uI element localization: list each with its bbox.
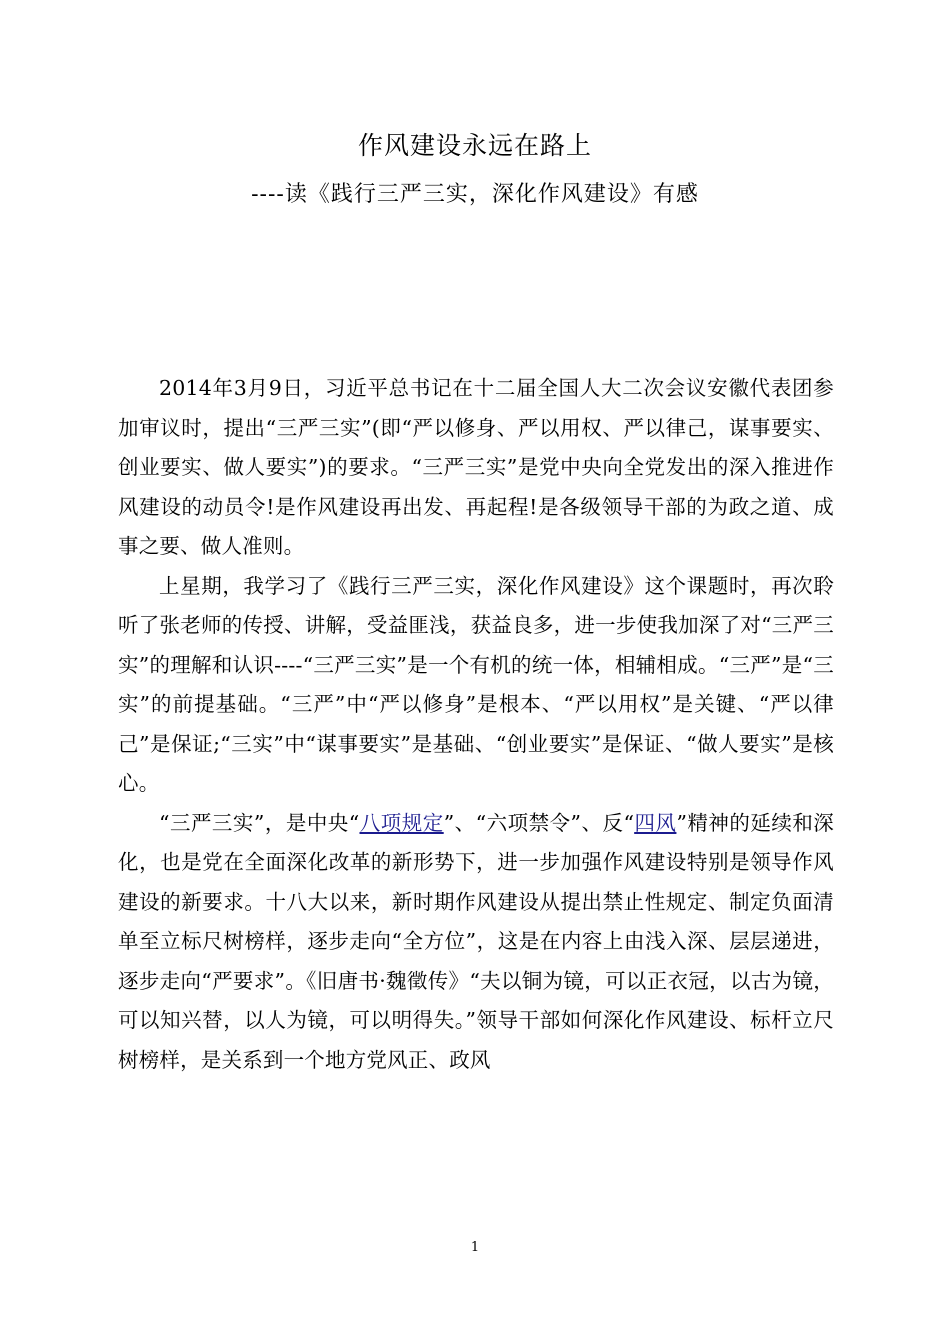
- document-title: 作风建设永远在路上: [357, 131, 592, 160]
- document-body: [118, 369, 834, 1080]
- paragraph-3-text-c: ”精神的延续和深化，也是党在全面深化改革的新形势下，进一步加强作风建设特别是领导作风建设的新要求。十八大以来，新时期作风建设从提出禁止性规定、制定负面清单至立标尺树榜样，逐步走向“全方位”，这是在内容上由浅入深、层层递进，逐步走向“严要求”。《旧唐书·魏徵传》“夫以铜为镜，可以正衣冠，以古为镜，可以知兴替，以人为镜，可以明得失。”领导干部如何深化作风建设、标杆立尺树榜样，是关系到一个地方党风正、政风: [118, 810, 835, 1072]
- page-number: 1: [470, 1240, 480, 1255]
- paragraph-3: [118, 804, 834, 1081]
- paragraph-2: 上星期，我学习了《践行三严三实，深化作风建设》这个课题时，再次聆听了张老师的传授、讲解，受益匪浅，获益良多，进一步使我加深了对“三严三实”的理解和认识----“三严三实”是一个有机的统一体，相辅相成。“三严”是“三实”的前提基础。“三严”中“严以修身”是根本、“严以用权”是关键、“严以律己”是保证;“三实”中“谋事要实”是基础、“创业要实”是保证、“做人要实”是核心。: [118, 573, 834, 795]
- paragraph-3-text-b: ”、“六项禁令”、反“: [443, 810, 635, 835]
- link-four-winds[interactable]: 四风: [634, 810, 677, 835]
- paragraph-3-text-a: “三严三实”，是中央“: [159, 810, 360, 835]
- link-eight-regulations[interactable]: 八项规定: [359, 810, 444, 835]
- document-subtitle: ----读《践行三严三实，深化作风建设》有感: [251, 182, 699, 207]
- paragraph-1: 2014年3月9日，习近平总书记在十二届全国人大二次会议安徽代表团参加审议时，提出“三严三实”(即“严以修身、严以用权、严以律己，谋事要实、创业要实、做人要实”)的要求。“三严三实”是党中央向全党发出的深入推进作风建设的动员令!是作风建设再出发、再起程!是各级领导干部的为政之道、成事之要、做人准则。: [118, 376, 834, 558]
